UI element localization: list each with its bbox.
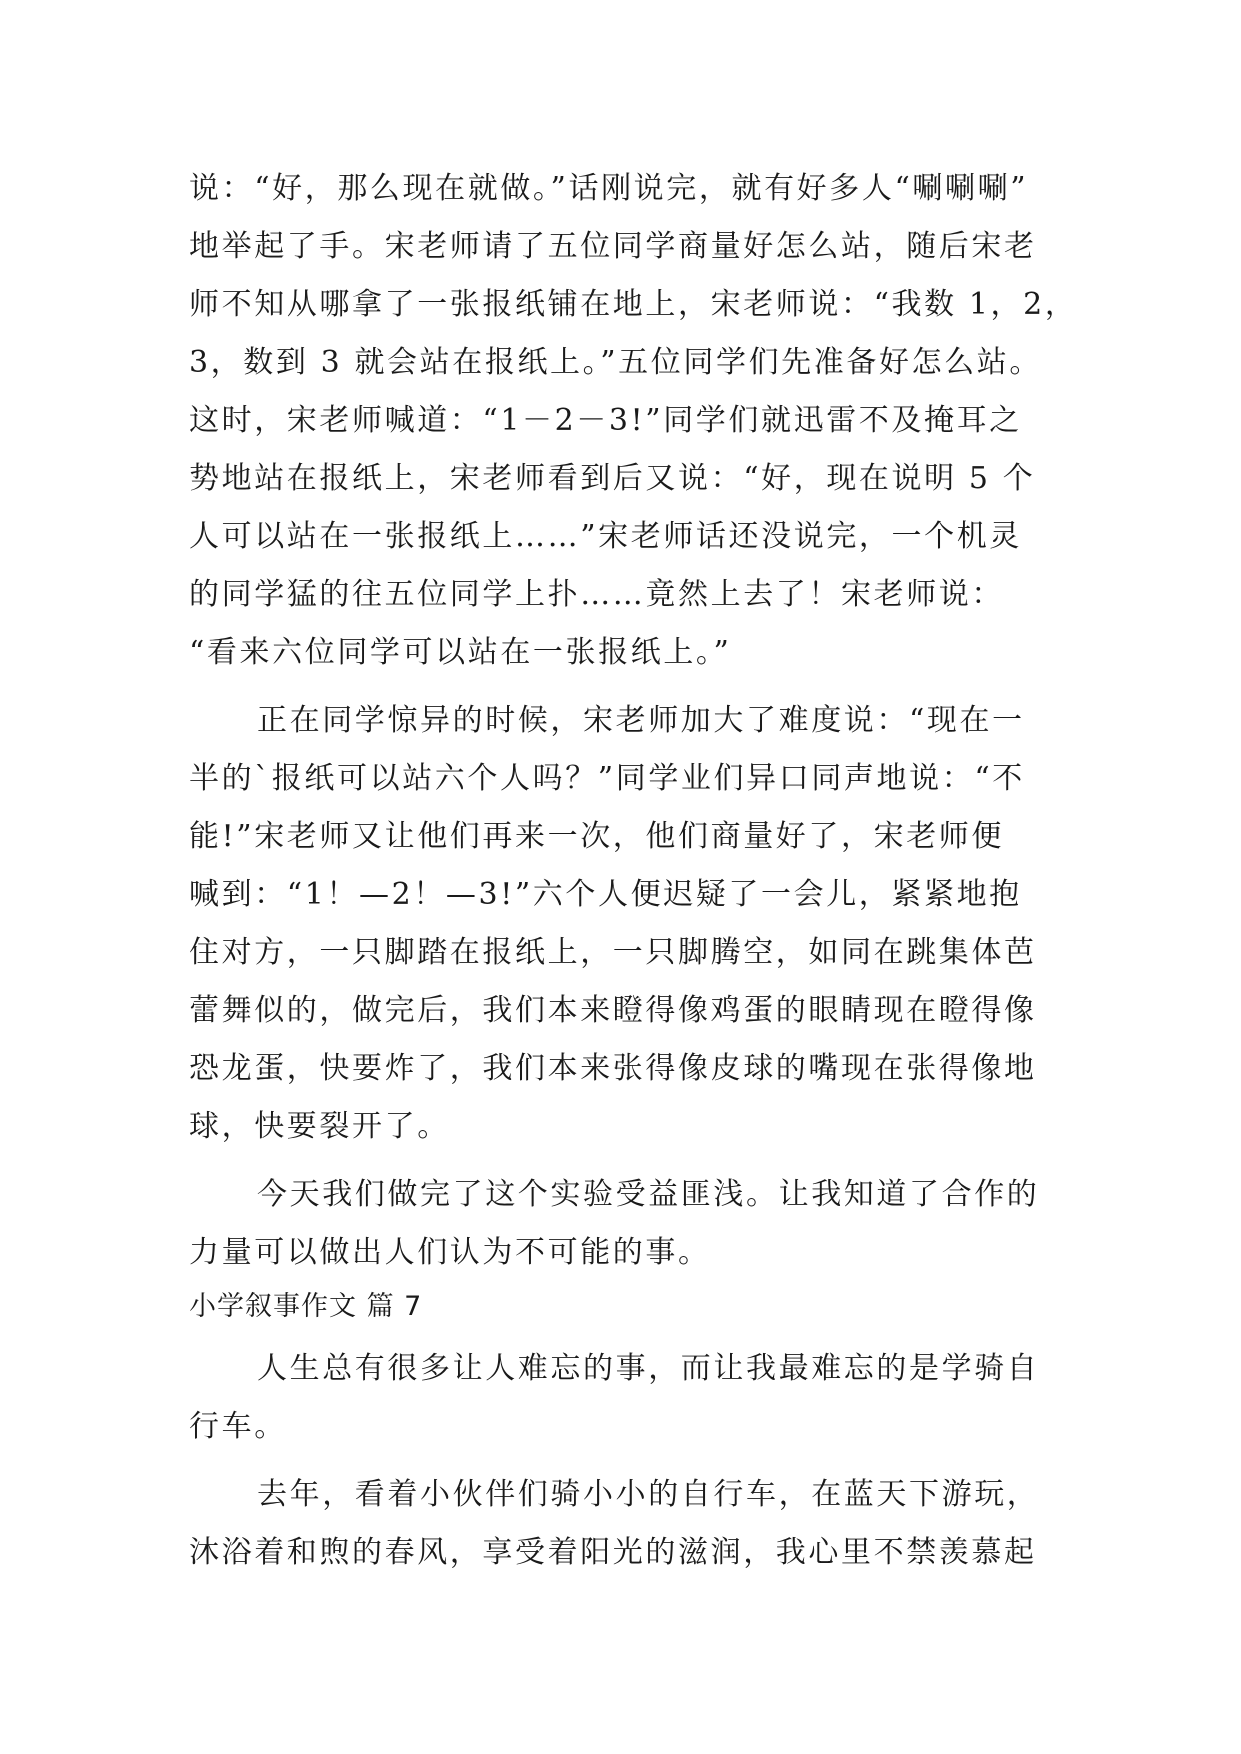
- text-line: 人生总有很多让人难忘的事，而让我最难忘的是学骑自: [257, 1351, 1040, 1386]
- text-line: 沐浴着和煦的春风，享受着阳光的滋润，我心里不禁羡慕起: [189, 1535, 1037, 1570]
- text-line: 恐龙蛋，快要炸了，我们本来张得像皮球的嘴现在张得像地: [189, 1051, 1037, 1086]
- text-line: 能!”宋老师又让他们再来一次，他们商量好了，宋老师便: [189, 819, 1004, 854]
- text-line: 正在同学惊异的时候，宋老师加大了难度说：“现在一: [257, 703, 1025, 738]
- paragraph: [189, 1166, 1051, 1282]
- text-line: “看来六位同学可以站在一张报纸上。”: [189, 635, 732, 670]
- text-line: 蕾舞似的，做完后，我们本来瞪得像鸡蛋的眼睛现在瞪得像: [189, 993, 1037, 1028]
- paragraph: [189, 160, 1078, 682]
- paragraph: [189, 1340, 1051, 1456]
- text-line: 去年，看着小伙伴们骑小小的自行车，在蓝天下游玩，: [257, 1477, 1040, 1512]
- text-line: 人可以站在一张报纸上……”宋老师话还没说完，一个机灵: [189, 519, 1022, 554]
- text-line: 力量可以做出人们认为不可能的事。: [189, 1235, 711, 1270]
- text-line: 这时，宋老师喊道：“1－2－3!”同学们就迅雷不及掩耳之: [189, 403, 1022, 438]
- text-line: 势地站在报纸上，宋老师看到后又说：“好，现在说明 5 个: [189, 461, 1036, 496]
- article-body: [189, 160, 1078, 1582]
- section-heading: 小学叙事作文 篇 7: [189, 1291, 423, 1322]
- text-line: 今天我们做完了这个实验受益匪浅。让我知道了合作的: [257, 1177, 1040, 1212]
- text-line: 师不知从哪拿了一张报纸铺在地上，宋老师说：“我数 1，2，: [189, 287, 1078, 322]
- text-line: 半的`报纸可以站六个人吗？”同学业们异口同声地说：“不: [189, 761, 1025, 796]
- paragraph: [189, 692, 1051, 1156]
- text-line: 的同学猛的往五位同学上扑……竟然上去了！宋老师说：: [189, 577, 1004, 612]
- text-line: 行车。: [189, 1409, 287, 1444]
- text-line: 喊到：“1！—2！—3!”六个人便迟疑了一会儿，紧紧地抱: [189, 877, 1022, 912]
- paragraph: [189, 1466, 1051, 1582]
- text-line: 3，数到 3 就会站在报纸上。”五位同学们先准备好怎么站。: [189, 345, 1042, 380]
- text-line: 地举起了手。宋老师请了五位同学商量好怎么站，随后宋老: [189, 229, 1037, 264]
- text-line: 球，快要裂开了。: [189, 1109, 450, 1144]
- text-line: 说：“好，那么现在就做。”话刚说完，就有好多人“唰唰唰”: [189, 171, 1029, 206]
- text-line: 住对方，一只脚踏在报纸上，一只脚腾空，如同在跳集体芭: [189, 935, 1037, 970]
